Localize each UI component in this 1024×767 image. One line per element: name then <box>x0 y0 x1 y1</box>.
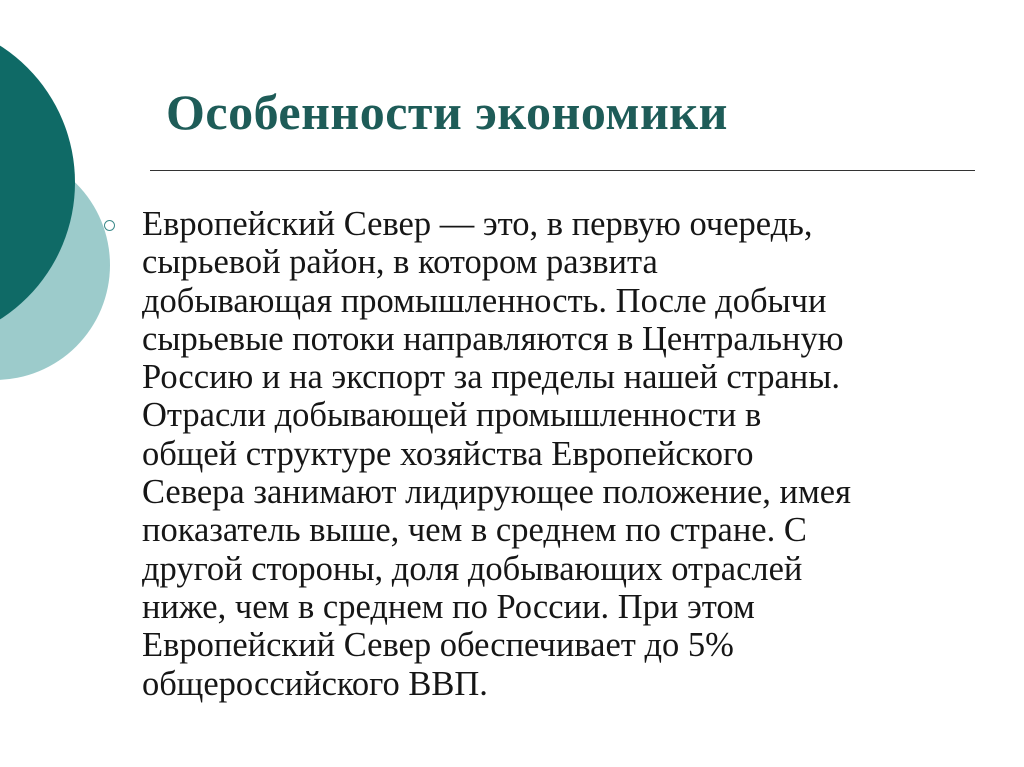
bullet-circle-icon <box>104 220 115 231</box>
slide-title: Особенности экономики <box>166 84 728 140</box>
bullet-text: Европейский Север — это, в первую очередь, сырьевой район, в котором развита добывающая промышленность. После добычи сырьевые потоки направляются в Центральную Россию и на экспорт за пределы нашей страны. Отрасли добывающей промышленности в общей структуре хозяйства Европейского Севера занимают лидирующее положение, имея показатель выше, чем в среднем по стране. С другой стороны, доля добывающих отраслей ниже, чем в среднем по России. При этом Европейский Север обеспечивает до 5% общероссийского ВВП. <box>142 205 851 703</box>
title-divider <box>150 170 975 171</box>
